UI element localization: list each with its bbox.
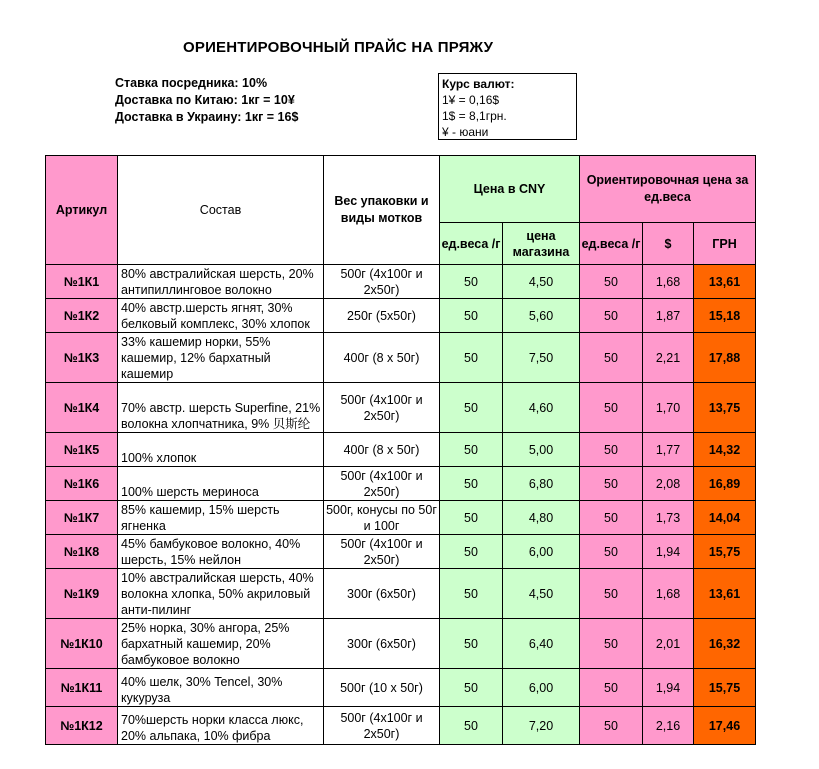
- header-weight: Вес упаковки и виды мотков: [324, 156, 440, 265]
- row-weight: 300г (6х50г): [324, 569, 440, 619]
- row-weight: 500г, конусы по 50г и 100г: [324, 501, 440, 535]
- row-composition: 40% шелк, 30% Tencel, 30% кукуруза: [118, 669, 324, 707]
- row-composition: 10% австралийская шерсть, 40% волокна хлопка, 50% акриловый анти-пилинг: [118, 569, 324, 619]
- row-unit-weight: 50: [580, 433, 643, 467]
- table-row: [46, 467, 756, 501]
- row-weight: 400г (8 х 50г): [324, 433, 440, 467]
- row-price-uah: 14,32: [694, 433, 756, 467]
- header-article: Артикул: [46, 156, 118, 265]
- row-unit-cny: 50: [440, 569, 503, 619]
- row-article: №1К5: [46, 433, 118, 467]
- row-price-usd: 1,68: [643, 265, 694, 299]
- row-unit-weight: 50: [580, 501, 643, 535]
- header-approx-price: Ориентировочная цена за ед.веса: [580, 156, 756, 223]
- row-article: №1К10: [46, 619, 118, 669]
- row-price-uah: 17,46: [694, 707, 756, 745]
- commission-rate: Ставка посредника: 10%: [115, 76, 268, 90]
- currency-legend: ¥ - юани: [442, 125, 489, 139]
- row-article: №1К9: [46, 569, 118, 619]
- row-unit-weight: 50: [580, 707, 643, 745]
- row-shop-price: 4,80: [503, 501, 580, 535]
- row-shop-price: 6,80: [503, 467, 580, 501]
- row-weight: 500г (4х100г и 2х50г): [324, 265, 440, 299]
- row-price-usd: 1,73: [643, 501, 694, 535]
- row-weight: 500г (4х100г и 2х50г): [324, 535, 440, 569]
- row-shop-price: 4,60: [503, 383, 580, 433]
- row-unit-cny: 50: [440, 299, 503, 333]
- row-price-usd: 2,16: [643, 707, 694, 745]
- row-price-usd: 1,94: [643, 669, 694, 707]
- row-shop-price: 5,60: [503, 299, 580, 333]
- row-unit-cny: 50: [440, 333, 503, 383]
- row-composition: 70%шерсть норки класса люкс, 20% альпака, 10% фибра: [118, 707, 324, 745]
- usd-rate: 1$ = 8,1грн.: [442, 109, 507, 123]
- row-shop-price: 6,00: [503, 535, 580, 569]
- row-unit-weight: 50: [580, 669, 643, 707]
- price-table: [45, 155, 756, 745]
- row-article: №1К12: [46, 707, 118, 745]
- row-weight: 500г (10 х 50г): [324, 669, 440, 707]
- china-delivery: Доставка по Китаю: 1кг = 10¥: [115, 93, 295, 107]
- table-row: [46, 333, 756, 383]
- row-price-uah: 13,61: [694, 569, 756, 619]
- table-row: [46, 383, 756, 433]
- row-price-usd: 2,01: [643, 619, 694, 669]
- row-composition: 100% шерсть мериноса: [118, 467, 324, 501]
- row-unit-cny: 50: [440, 501, 503, 535]
- row-price-usd: 2,21: [643, 333, 694, 383]
- table-row: [46, 619, 756, 669]
- row-price-uah: 15,75: [694, 669, 756, 707]
- row-composition: 40% австр.шерсть ягнят, 30% белковый комплекс, 30% хлопок: [118, 299, 324, 333]
- row-shop-price: 7,20: [503, 707, 580, 745]
- row-weight: 500г (4х100г и 2х50г): [324, 383, 440, 433]
- row-weight: 500г (4х100г и 2х50г): [324, 467, 440, 501]
- row-composition: 85% кашемир, 15% шерсть ягненка: [118, 501, 324, 535]
- row-price-uah: 16,89: [694, 467, 756, 501]
- table-row: [46, 501, 756, 535]
- row-composition: 80% австралийская шерсть, 20% антипиллинговое волокно: [118, 265, 324, 299]
- header-composition: Состав: [118, 156, 324, 265]
- row-shop-price: 4,50: [503, 265, 580, 299]
- row-unit-weight: 50: [580, 299, 643, 333]
- row-unit-cny: 50: [440, 535, 503, 569]
- table-row: [46, 669, 756, 707]
- row-unit-cny: 50: [440, 707, 503, 745]
- row-price-uah: 17,88: [694, 333, 756, 383]
- header-usd: $: [643, 223, 694, 265]
- row-unit-cny: 50: [440, 383, 503, 433]
- row-price-uah: 14,04: [694, 501, 756, 535]
- table-row: [46, 299, 756, 333]
- table-row: [46, 265, 756, 299]
- row-article: №1К11: [46, 669, 118, 707]
- row-price-uah: 13,61: [694, 265, 756, 299]
- row-composition: 70% австр. шерсть Superfine, 21% волокна хлопчатника, 9% 贝斯纶: [118, 383, 324, 433]
- row-shop-price: 4,50: [503, 569, 580, 619]
- terms-block: [115, 75, 298, 126]
- row-composition: 45% бамбуковое волокно, 40% шерсть, 15% нейлон: [118, 535, 324, 569]
- row-price-uah: 15,18: [694, 299, 756, 333]
- row-unit-weight: 50: [580, 535, 643, 569]
- row-price-usd: 1,68: [643, 569, 694, 619]
- row-unit-weight: 50: [580, 333, 643, 383]
- row-unit-cny: 50: [440, 467, 503, 501]
- row-unit-cny: 50: [440, 669, 503, 707]
- row-weight: 400г (8 х 50г): [324, 333, 440, 383]
- row-shop-price: 7,50: [503, 333, 580, 383]
- row-unit-weight: 50: [580, 569, 643, 619]
- row-article: №1К4: [46, 383, 118, 433]
- header-uah: ГРН: [694, 223, 756, 265]
- row-composition: 33% кашемир норки, 55% кашемир, 12% бархатный кашемир: [118, 333, 324, 383]
- table-row: [46, 569, 756, 619]
- header-shop-price: цена магазина: [503, 223, 580, 265]
- row-price-usd: 1,94: [643, 535, 694, 569]
- row-price-uah: 15,75: [694, 535, 756, 569]
- row-article: №1К3: [46, 333, 118, 383]
- row-unit-cny: 50: [440, 433, 503, 467]
- row-article: №1К7: [46, 501, 118, 535]
- row-unit-cny: 50: [440, 265, 503, 299]
- table-row: [46, 535, 756, 569]
- row-article: №1К8: [46, 535, 118, 569]
- header-unit-weight-cny: ед.веса /г: [440, 223, 503, 265]
- row-article: №1К6: [46, 467, 118, 501]
- row-unit-weight: 50: [580, 383, 643, 433]
- row-article: №1К2: [46, 299, 118, 333]
- ukraine-delivery: Доставка в Украину: 1кг = 16$: [115, 110, 299, 124]
- row-price-usd: 1,87: [643, 299, 694, 333]
- row-unit-weight: 50: [580, 619, 643, 669]
- row-shop-price: 6,00: [503, 669, 580, 707]
- row-unit-cny: 50: [440, 619, 503, 669]
- row-article: №1К1: [46, 265, 118, 299]
- row-price-usd: 1,70: [643, 383, 694, 433]
- row-composition: 100% хлопок: [118, 433, 324, 467]
- row-shop-price: 6,40: [503, 619, 580, 669]
- row-unit-weight: 50: [580, 265, 643, 299]
- page-title: ОРИЕНТИРОВОЧНЫЙ ПРАЙС НА ПРЯЖУ: [183, 39, 494, 56]
- row-weight: 250г (5х50г): [324, 299, 440, 333]
- row-composition: 25% норка, 30% ангора, 25% бархатный кашемир, 20% бамбуковое волокно: [118, 619, 324, 669]
- header-unit-weight: ед.веса /г: [580, 223, 643, 265]
- table-row: [46, 707, 756, 745]
- row-weight: 300г (6х50г): [324, 619, 440, 669]
- row-price-usd: 2,08: [643, 467, 694, 501]
- row-price-uah: 13,75: [694, 383, 756, 433]
- exchange-rates-box: [438, 73, 577, 140]
- row-price-usd: 1,77: [643, 433, 694, 467]
- row-weight: 500г (4х100г и 2х50г): [324, 707, 440, 745]
- row-price-uah: 16,32: [694, 619, 756, 669]
- row-unit-weight: 50: [580, 467, 643, 501]
- header-price-cny: Цена в CNY: [440, 156, 580, 223]
- row-shop-price: 5,00: [503, 433, 580, 467]
- yuan-rate: 1¥ = 0,16$: [442, 93, 500, 107]
- exchange-rates-title: Курс валют:: [442, 77, 515, 91]
- table-row: [46, 433, 756, 467]
